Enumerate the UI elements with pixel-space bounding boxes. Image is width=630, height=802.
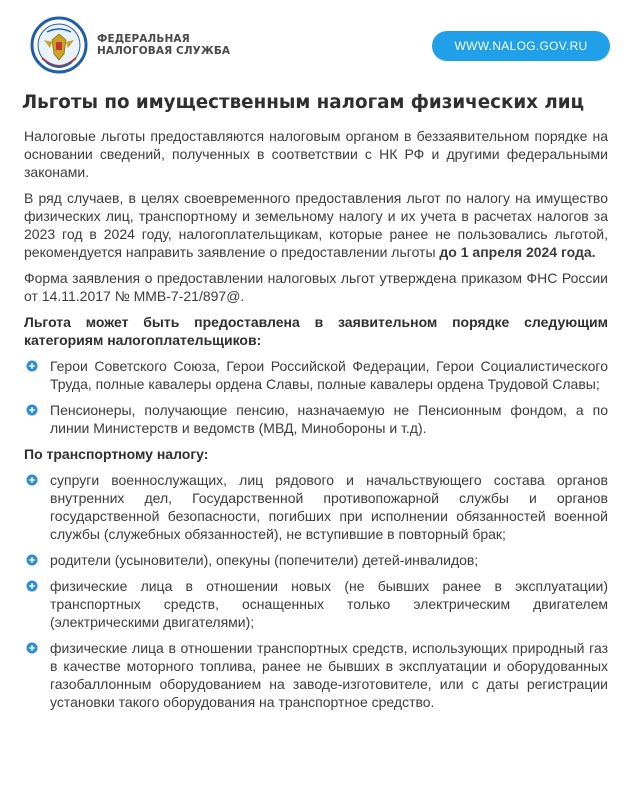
deadline-date: до 1 апреля 2024 года. — [439, 244, 596, 260]
circle-plus-bullet-icon — [26, 642, 38, 654]
deadline-paragraph — [24, 189, 608, 261]
intro-paragraph: Налоговые льготы предоставляются налоговым органом в беззаявительном порядке на основании сведений, полученных в соответствии с НК РФ и другими федеральными законами. — [24, 128, 608, 180]
list-item-text: Герои Советского Союза, Герои Российской Федерации, Герои Социалистического Труда, полные кавалеры ордена Славы, полные кавалеры ордена Трудовой Славы; — [50, 358, 608, 392]
org-name-line1: ФЕДЕРАЛЬНАЯ — [97, 33, 190, 45]
circle-plus-bullet-icon — [26, 404, 38, 416]
main-content — [24, 127, 608, 719]
list-item-text: родители (усыновители), опекуны (попечители) детей-инвалидов; — [50, 552, 479, 568]
header — [0, 0, 630, 90]
list-item — [24, 357, 608, 393]
list-item — [24, 639, 608, 711]
list-item — [24, 471, 608, 543]
website-link-button[interactable]: WWW.NALOG.GOV.RU — [432, 31, 610, 61]
circle-plus-bullet-icon — [26, 580, 38, 592]
list-item-text: Пенсионеры, получающие пенсию, назначаемую не Пенсионным фондом, а по линии Министерств и ведомств (МВД, Минобороны и т.д). — [50, 402, 608, 436]
deadline-text: В ряд случаев, в целях своевременного предоставления льгот по налогу на имущество физических лиц, транспортному и земельному налогу и их учета в расчетах налогов за 2023 год в 2024 году, налогоплательщикам, которые ранее не пользовались льготой, рекомендуется направить заявление о предоставлении льготы — [24, 190, 608, 260]
page-title: Льготы по имущественным налогам физических лиц — [22, 92, 585, 113]
list-item-text: супруги военнослужащих, лиц рядового и начальствующего состава органов внутренних дел, Государственной противопожарной службы и органов государственной безопасности, погибших при исполнении обязанностей военной службы (служебных обязанностей), не вступившие в повторный брак; — [50, 472, 608, 542]
section-heading-categories: Льгота может быть предоставлена в заявительном порядке следующим категориям налогоплательщиков: — [24, 314, 608, 348]
categories-list — [24, 357, 608, 437]
transport-tax-list — [24, 471, 608, 711]
list-item-text: физические лица в отношении новых (не бывших ранее в эксплуатации) транспортных средств, оснащенных только электрическим двигателем (электрическими двигателями); — [50, 578, 608, 630]
form-order-paragraph: Форма заявления о предоставлении налоговых льгот утверждена приказом ФНС России от 14.11.2017 № ММВ-7-21/897@. — [24, 270, 608, 304]
org-name — [97, 33, 230, 57]
list-item — [24, 401, 608, 437]
circle-plus-bullet-icon — [26, 474, 38, 486]
section-heading-transport-tax: По транспортному налогу: — [24, 446, 209, 462]
circle-plus-bullet-icon — [26, 554, 38, 566]
circle-plus-bullet-icon — [26, 360, 38, 372]
fns-emblem-icon — [30, 14, 88, 76]
org-name-line2: НАЛОГОВАЯ СЛУЖБА — [97, 45, 231, 57]
list-item — [24, 551, 608, 569]
list-item-text: физические лица в отношении транспортных средств, использующих природный газ в качестве моторного топлива, ранее не бывших в эксплуатации и оборудованных газобаллонным оборудованием на заводе-изготовителе, или с даты регистрации установки такого оборудования на транспортное средство. — [50, 640, 608, 710]
list-item — [24, 577, 608, 631]
